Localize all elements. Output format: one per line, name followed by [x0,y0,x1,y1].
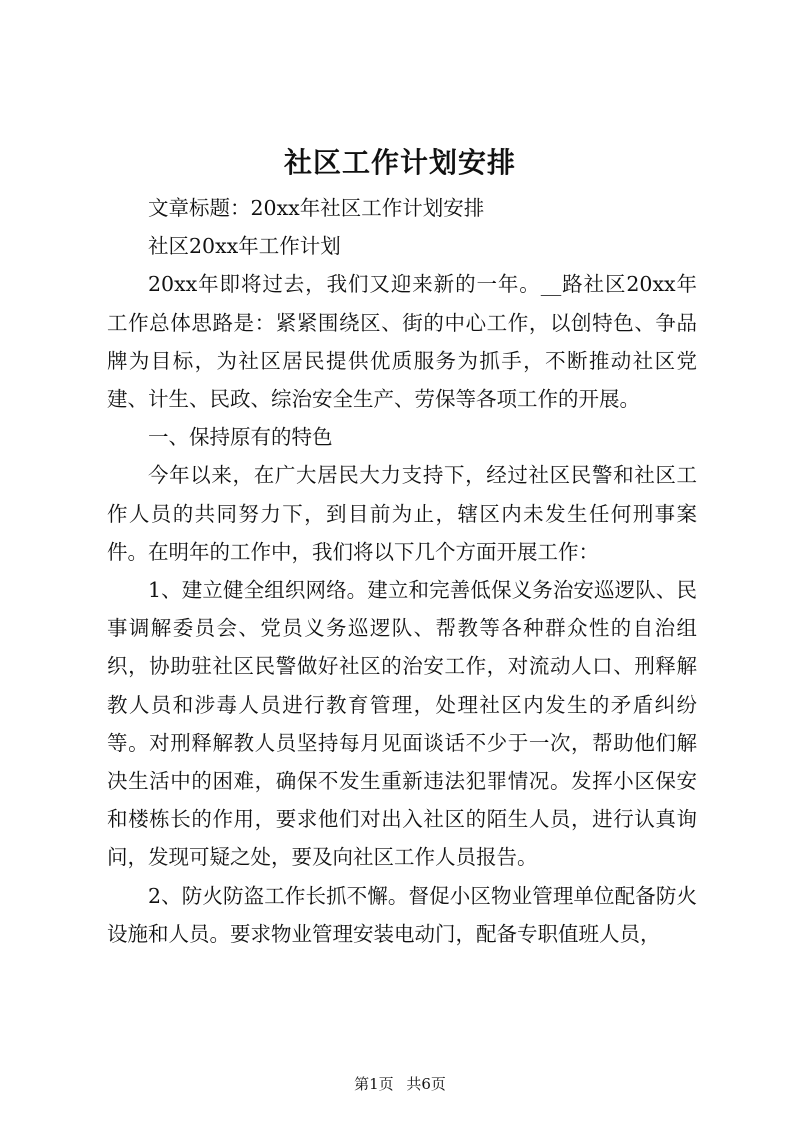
paragraph-overview: 20xx年即将过去，我们又迎来新的一年。__路社区20xx年工作总体思路是：紧紧围绕区、街的中心工作，以创特色、争品牌为目标，为社区居民提供优质服务为抓手，不断推动社区党建、计生、民政、综治安全生产、劳保等各项工作的开展。 [107,272,697,412]
paragraph-safety-summary: 今年以来，在广大居民大力支持下，经过社区民警和社区工作人员的共同努力下，到目前为止，辖区内未发生任何刑事案件。在明年的工作中，我们将以下几个方面开展工作： [107,463,697,564]
paragraph-article-title: 文章标题：20xx年社区工作计划安排 [148,196,485,220]
paragraph-plan-heading: 社区20xx年工作计划 [148,234,341,259]
paragraph-section-heading: 一、保持原有的特色 [148,425,333,450]
page-footer [0,1074,800,1094]
paragraph-item-2: 2、防火防盗工作长抓不懈。督促小区物业管理单位配备防火设施和人员。要求物业管理安装电动门，配备专职值班人员， [107,883,697,946]
document-title: 社区工作计划安排 [283,146,516,179]
document-body [107,189,697,953]
page-total: 共6页 [406,1075,446,1093]
paragraph-item-1: 1、建立健全组织网络。建立和完善低保义务治安巡逻队、民事调解委员会、党员义务巡逻队、帮教等各种群众性的自治组织，协助驻社区民警做好社区的治安工作，对流动人口、刑释解教人员和涉毒人员进行教育管理，处理社区内发生的矛盾纠纷等。对刑释解教人员坚持每月见面谈话不少于一次，帮助他们解决生活中的困难，确保不发生重新违法犯罪情况。发挥小区保安和楼栋长的作用，要求他们对出入社区的陌生人员，进行认真询问，发现可疑之处，要及向社区工作人员报告。 [107,578,697,870]
page-number: 第1页 [354,1075,394,1093]
